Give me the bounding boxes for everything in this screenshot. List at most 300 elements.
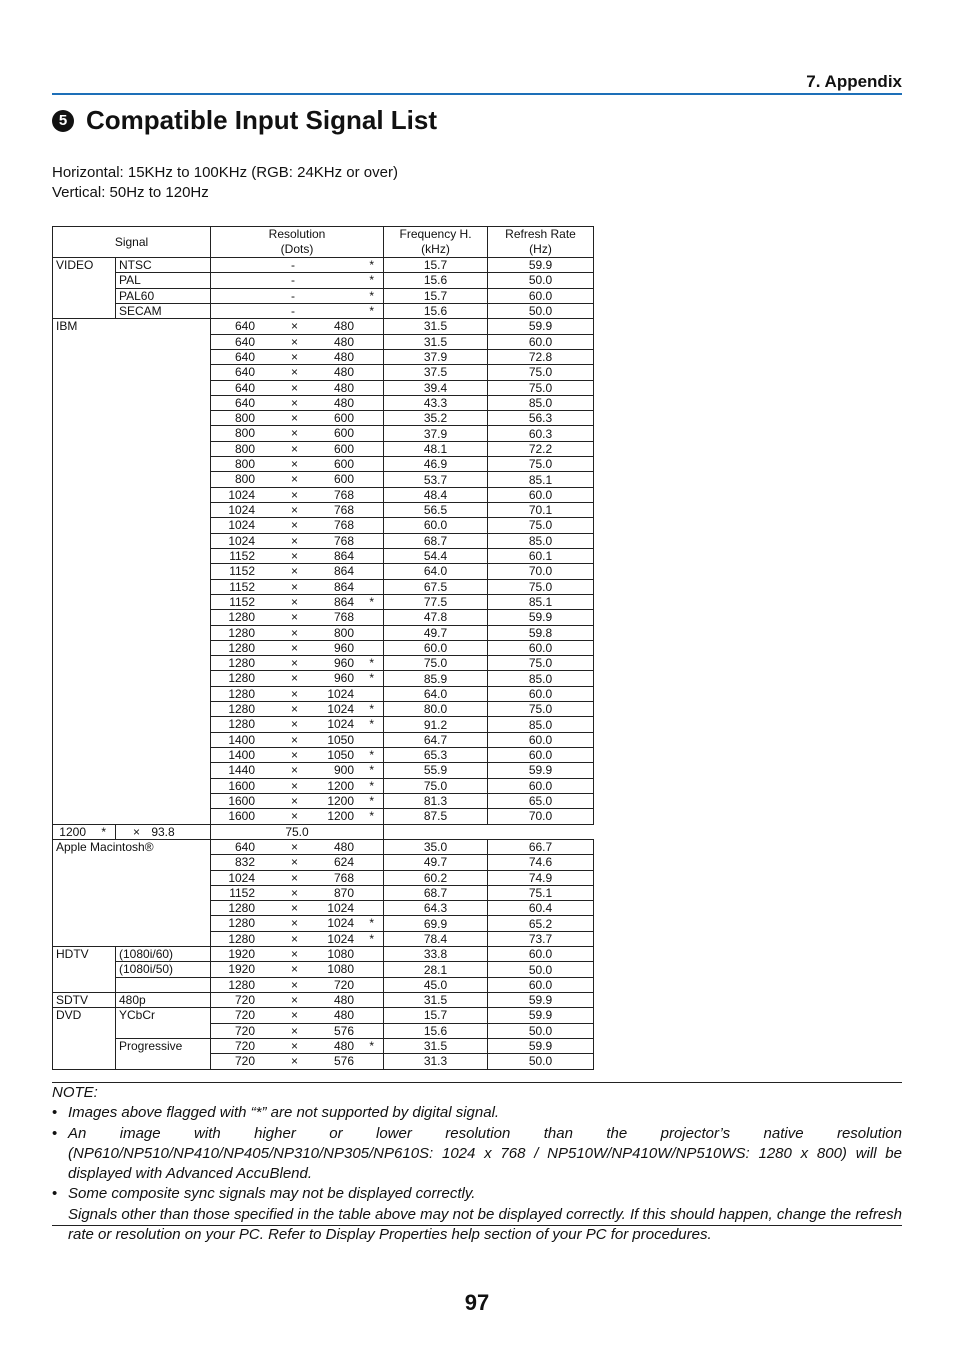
- times-icon: ×: [291, 977, 299, 992]
- refresh-rate-cell: 75.0: [488, 579, 594, 594]
- resolution-height: 1200: [327, 793, 355, 808]
- unsupported-digital-flag: *: [369, 748, 375, 762]
- refresh-rate-cell: 59.8: [488, 625, 594, 640]
- resolution-cell: [211, 349, 384, 364]
- resolution-height: 600: [333, 426, 355, 441]
- table-row: [53, 1038, 594, 1053]
- times-icon: ×: [291, 426, 299, 441]
- refresh-rate-cell: 50.0: [488, 273, 594, 288]
- times-icon: ×: [133, 824, 141, 839]
- resolution-cell: [211, 809, 384, 824]
- frequency-cell: 68.7: [384, 885, 488, 900]
- bullet-icon: •: [52, 1185, 58, 1203]
- refresh-rate-cell: 59.9: [488, 319, 594, 334]
- signal-group-cell: IBM: [53, 319, 211, 824]
- resolution-height: 480: [333, 993, 355, 1007]
- resolution-height: 1080: [327, 947, 355, 962]
- resolution-width: 1280: [228, 901, 256, 916]
- page-number: 97: [464, 1290, 490, 1315]
- refresh-rate-cell: 59.9: [488, 258, 594, 273]
- resolution-width: 720: [234, 993, 256, 1007]
- unsupported-digital-flag: *: [369, 763, 375, 778]
- frequency-cell: 48.4: [384, 487, 488, 502]
- resolution-width: 640: [234, 839, 256, 854]
- resolution-width: 1280: [228, 610, 256, 625]
- resolution-height: 480: [333, 365, 355, 380]
- table-row: [53, 977, 594, 992]
- chapter-heading: 7. Appendix: [806, 72, 902, 91]
- resolution-width: 1152: [229, 885, 256, 900]
- resolution-dash: -: [291, 288, 296, 303]
- refresh-rate-cell: 85.0: [488, 717, 594, 732]
- header-frequency: Frequency H. (kHz): [384, 227, 488, 258]
- resolution-height: 1024: [327, 702, 355, 717]
- refresh-rate-cell: 59.9: [488, 1008, 594, 1023]
- frequency-cell: 85.9: [384, 671, 488, 686]
- bullet-icon: •: [52, 1124, 58, 1142]
- resolution-cell: [211, 365, 384, 380]
- unsupported-digital-flag: *: [369, 778, 375, 793]
- unsupported-digital-flag: *: [369, 916, 375, 931]
- table-row: [53, 288, 594, 303]
- refresh-rate-cell: 60.0: [488, 732, 594, 747]
- frequency-cell: 91.2: [384, 717, 488, 732]
- signal-subtype-cell: [116, 977, 211, 992]
- times-icon: ×: [291, 901, 299, 916]
- frequency-cell: 31.5: [384, 319, 488, 334]
- times-icon: ×: [291, 855, 299, 870]
- refresh-rate-cell: 65.2: [488, 916, 594, 931]
- resolution-cell: [211, 1023, 384, 1038]
- resolution-cell: [211, 732, 384, 747]
- refresh-rate-cell: 60.0: [488, 487, 594, 502]
- refresh-rate-cell: 60.1: [488, 548, 594, 563]
- refresh-rate-cell: 60.0: [488, 947, 594, 962]
- resolution-height: 1024: [327, 901, 355, 916]
- frequency-cell: 64.0: [384, 686, 488, 701]
- times-icon: ×: [291, 365, 299, 380]
- refresh-rate-cell: 60.0: [488, 977, 594, 992]
- resolution-cell: [211, 640, 384, 655]
- frequency-cell: 65.3: [384, 748, 488, 763]
- signal-subtype-cell: 480p: [116, 993, 211, 1008]
- resolution-height: 768: [333, 487, 355, 502]
- resolution-width: 1152: [229, 564, 256, 579]
- times-icon: ×: [291, 1054, 299, 1069]
- times-icon: ×: [291, 931, 299, 946]
- resolution-cell: [211, 487, 384, 502]
- resolution-height: 768: [333, 503, 355, 517]
- table-row: [53, 258, 594, 273]
- page-title: [52, 105, 437, 136]
- times-icon: ×: [291, 533, 299, 548]
- signal-subtype-cell: (1080i/60): [116, 947, 211, 962]
- signal-group-cell: VIDEO: [53, 258, 116, 319]
- resolution-height: 480: [333, 334, 355, 349]
- times-icon: ×: [291, 441, 299, 456]
- times-icon: ×: [291, 640, 299, 655]
- refresh-rate-cell: 60.0: [488, 334, 594, 349]
- refresh-rate-cell: 60.0: [488, 640, 594, 655]
- resolution-height: 1080: [327, 962, 355, 977]
- times-icon: ×: [291, 349, 299, 364]
- times-icon: ×: [291, 993, 299, 1007]
- unsupported-digital-flag: *: [369, 809, 375, 824]
- refresh-rate-cell: 72.2: [488, 441, 594, 456]
- frequency-cell: 15.7: [384, 258, 488, 273]
- resolution-height: 624: [333, 855, 355, 870]
- note-continuation: Signals other than those specified in the table above may not be displayed correctly. If this should happen, change the refresh rate or resolution on your PC. Refer to Display Properties help section of your PC for procedures.: [68, 1205, 902, 1244]
- unsupported-digital-flag: *: [369, 717, 375, 732]
- resolution-width: 800: [234, 441, 256, 456]
- intro-text: [52, 163, 398, 203]
- resolution-height: 900: [333, 763, 355, 778]
- refresh-rate-cell: 60.0: [488, 778, 594, 793]
- times-icon: ×: [291, 839, 299, 854]
- frequency-cell: 55.9: [384, 763, 488, 778]
- refresh-rate-cell: 66.7: [488, 839, 594, 854]
- resolution-height: 870: [333, 885, 355, 900]
- resolution-height: 1200: [59, 824, 86, 839]
- frequency-cell: 78.4: [384, 931, 488, 946]
- unsupported-digital-flag: *: [369, 931, 375, 946]
- frequency-cell: 64.0: [384, 564, 488, 579]
- frequency-cell: 39.4: [384, 380, 488, 395]
- times-icon: ×: [291, 395, 299, 410]
- resolution-width: 640: [234, 365, 256, 380]
- resolution-height: 1050: [327, 748, 355, 762]
- resolution-cell: [211, 303, 384, 318]
- refresh-rate-cell: 74.6: [488, 855, 594, 870]
- resolution-cell: [211, 258, 384, 273]
- resolution-width: 1280: [228, 686, 256, 701]
- refresh-rate-cell: 60.0: [488, 288, 594, 303]
- resolution-cell: [211, 288, 384, 303]
- times-icon: ×: [291, 885, 299, 900]
- resolution-cell: [211, 334, 384, 349]
- refresh-rate-cell: 60.3: [488, 426, 594, 441]
- resolution-height: 864: [333, 564, 355, 579]
- times-icon: ×: [291, 1023, 299, 1038]
- times-icon: ×: [291, 564, 299, 579]
- refresh-rate-cell: 75.0: [488, 365, 594, 380]
- unsupported-digital-flag: *: [369, 273, 375, 288]
- resolution-cell: [211, 885, 384, 900]
- table-row: [53, 839, 594, 854]
- resolution-height: 480: [333, 1008, 355, 1023]
- resolution-width: 720: [234, 1023, 256, 1038]
- section-number-badge: 5: [52, 110, 74, 132]
- frequency-cell: 93.8: [116, 824, 211, 839]
- frequency-cell: 60.0: [384, 518, 488, 533]
- refresh-rate-cell: 60.0: [488, 686, 594, 701]
- resolution-width: 1280: [228, 916, 256, 931]
- times-icon: ×: [291, 870, 299, 885]
- frequency-cell: 31.5: [384, 993, 488, 1008]
- signal-subtype-cell: PAL: [116, 273, 211, 288]
- resolution-width: 1280: [228, 977, 256, 992]
- frequency-cell: 43.3: [384, 395, 488, 410]
- refresh-rate-cell: 70.0: [488, 809, 594, 824]
- table-row: [53, 993, 594, 1008]
- resolution-cell: [211, 426, 384, 441]
- resolution-cell: [53, 824, 141, 839]
- resolution-cell: [211, 319, 384, 334]
- signal-subtype-cell: Progressive: [116, 1038, 211, 1069]
- resolution-width: 640: [234, 349, 256, 364]
- resolution-width: 1152: [229, 594, 256, 609]
- resolution-width: 640: [234, 380, 256, 395]
- frequency-cell: 45.0: [384, 977, 488, 992]
- refresh-rate-cell: 85.0: [488, 671, 594, 686]
- resolution-dash: -: [291, 303, 296, 318]
- resolution-width: 800: [234, 472, 256, 487]
- refresh-rate-cell: 72.8: [488, 349, 594, 364]
- resolution-width: 1024: [228, 487, 256, 502]
- frequency-cell: 15.7: [384, 1008, 488, 1023]
- refresh-rate-cell: 75.0: [488, 702, 594, 717]
- frequency-cell: 80.0: [384, 702, 488, 717]
- signal-subtype-cell: SECAM: [116, 303, 211, 318]
- resolution-width: 640: [234, 319, 256, 334]
- resolution-cell: [211, 962, 384, 977]
- unsupported-digital-flag: *: [369, 288, 375, 303]
- resolution-cell: [211, 518, 384, 533]
- refresh-rate-cell: 60.4: [488, 901, 594, 916]
- resolution-height: 600: [333, 457, 355, 472]
- refresh-rate-cell: 75.0: [488, 518, 594, 533]
- resolution-width: 640: [234, 395, 256, 410]
- resolution-cell: [211, 916, 384, 931]
- signal-subtype-cell: (1080i/50): [116, 962, 211, 977]
- resolution-cell: [211, 993, 384, 1008]
- times-icon: ×: [291, 916, 299, 931]
- resolution-width: 1400: [228, 732, 256, 747]
- frequency-cell: 87.5: [384, 809, 488, 824]
- resolution-height: 960: [333, 640, 355, 655]
- resolution-width: 720: [234, 1038, 256, 1053]
- resolution-cell: [211, 1008, 384, 1023]
- resolution-cell: [211, 855, 384, 870]
- resolution-cell: [211, 870, 384, 885]
- resolution-height: 480: [333, 395, 355, 410]
- frequency-cell: 81.3: [384, 793, 488, 808]
- note-rule-bottom: [52, 1225, 902, 1226]
- resolution-width: 1024: [228, 503, 256, 517]
- resolution-cell: [211, 931, 384, 946]
- resolution-cell: [211, 441, 384, 456]
- frequency-cell: 33.8: [384, 947, 488, 962]
- frequency-cell: 47.8: [384, 610, 488, 625]
- resolution-height: 1024: [327, 931, 355, 946]
- times-icon: ×: [291, 594, 299, 609]
- resolution-cell: [211, 503, 384, 518]
- resolution-height: 1200: [327, 778, 355, 793]
- frequency-cell: 60.0: [384, 640, 488, 655]
- times-icon: ×: [291, 962, 299, 977]
- resolution-height: 480: [333, 380, 355, 395]
- resolution-cell: [211, 273, 384, 288]
- resolution-width: 1280: [228, 625, 256, 640]
- resolution-width: 1152: [229, 579, 256, 594]
- frequency-cell: 37.9: [384, 426, 488, 441]
- resolution-cell: [211, 793, 384, 808]
- resolution-width: 1152: [229, 548, 256, 563]
- resolution-height: 768: [333, 870, 355, 885]
- resolution-cell: [211, 411, 384, 426]
- resolution-cell: [211, 748, 384, 763]
- resolution-height: 1024: [327, 717, 355, 732]
- resolution-height: 800: [333, 625, 355, 640]
- refresh-rate-cell: 50.0: [488, 1023, 594, 1038]
- unsupported-digital-flag: *: [369, 702, 375, 717]
- resolution-height: 768: [333, 610, 355, 625]
- times-icon: ×: [291, 778, 299, 793]
- frequency-cell: 56.5: [384, 503, 488, 518]
- resolution-height: 1200: [327, 809, 355, 824]
- table-row: [53, 303, 594, 318]
- resolution-cell: [211, 717, 384, 732]
- table-row: [53, 319, 594, 334]
- resolution-width: 1600: [228, 809, 256, 824]
- resolution-width: 1920: [228, 962, 256, 977]
- frequency-cell: 64.7: [384, 732, 488, 747]
- frequency-cell: 69.9: [384, 916, 488, 931]
- signal-subtype-cell: PAL60: [116, 288, 211, 303]
- frequency-cell: 49.7: [384, 855, 488, 870]
- signal-group-cell: SDTV: [53, 993, 116, 1008]
- resolution-cell: [211, 579, 384, 594]
- refresh-rate-cell: 50.0: [488, 303, 594, 318]
- times-icon: ×: [291, 319, 299, 334]
- times-icon: ×: [291, 487, 299, 502]
- resolution-height: 600: [333, 441, 355, 456]
- frequency-cell: 15.7: [384, 288, 488, 303]
- resolution-width: 1280: [228, 717, 256, 732]
- resolution-width: 1280: [228, 671, 256, 686]
- resolution-width: 800: [234, 411, 256, 426]
- refresh-rate-cell: 73.7: [488, 931, 594, 946]
- page-title-text: Compatible Input Signal List: [86, 105, 437, 135]
- resolution-cell: [211, 533, 384, 548]
- frequency-cell: 54.4: [384, 548, 488, 563]
- resolution-width: 1280: [228, 931, 256, 946]
- resolution-height: 576: [333, 1054, 355, 1069]
- times-icon: ×: [291, 732, 299, 747]
- unsupported-digital-flag: *: [369, 656, 375, 671]
- unsupported-digital-flag: *: [369, 671, 375, 686]
- resolution-width: 1024: [228, 533, 256, 548]
- frequency-cell: 31.5: [384, 1038, 488, 1053]
- resolution-dash: -: [291, 258, 296, 272]
- signal-table-body: [53, 258, 594, 1070]
- times-icon: ×: [291, 763, 299, 778]
- table-row: [53, 273, 594, 288]
- unsupported-digital-flag: *: [369, 594, 375, 609]
- resolution-cell: [211, 947, 384, 962]
- resolution-cell: [211, 763, 384, 778]
- unsupported-digital-flag: *: [369, 258, 375, 272]
- unsupported-digital-flag: *: [369, 1038, 375, 1053]
- resolution-width: 1280: [228, 656, 256, 671]
- note-item: • Some composite sync signals may not be displayed correctly.: [52, 1184, 902, 1204]
- times-icon: ×: [291, 548, 299, 563]
- resolution-cell: [211, 625, 384, 640]
- header-signal: Signal: [53, 227, 211, 258]
- resolution-width: 1024: [228, 518, 256, 533]
- refresh-rate-cell: 70.0: [488, 564, 594, 579]
- resolution-cell: [211, 656, 384, 671]
- note-item: • An image with higher or lower resolution than the projector’s native resolution (NP610/NP510/NP410/NP405/NP310/NP305/NP610S: 1024 x 768 / NP510W/NP410W/NP510WS: 1280 x 800) will be displayed with Advanced AccuBlend.: [52, 1124, 902, 1183]
- refresh-rate-cell: 50.0: [488, 962, 594, 977]
- resolution-height: 720: [333, 977, 355, 992]
- table-header-row: [53, 227, 594, 258]
- refresh-rate-cell: 85.1: [488, 594, 594, 609]
- frequency-cell: 64.3: [384, 901, 488, 916]
- frequency-cell: 28.1: [384, 962, 488, 977]
- vertical-range: Vertical: 50Hz to 120Hz: [52, 184, 209, 201]
- resolution-height: 1024: [327, 686, 355, 701]
- resolution-cell: [211, 1054, 384, 1069]
- frequency-cell: 37.9: [384, 349, 488, 364]
- resolution-height: 480: [333, 319, 355, 334]
- refresh-rate-cell: 75.0: [488, 457, 594, 472]
- resolution-height: 1024: [327, 916, 355, 931]
- resolution-cell: [211, 610, 384, 625]
- table-row: [53, 962, 594, 977]
- resolution-cell: [211, 395, 384, 410]
- signal-group-cell: Apple Macintosh®: [53, 839, 211, 946]
- resolution-width: 640: [234, 334, 256, 349]
- times-icon: ×: [291, 472, 299, 487]
- unsupported-digital-flag: *: [369, 303, 375, 318]
- resolution-cell: [211, 594, 384, 609]
- times-icon: ×: [291, 380, 299, 395]
- frequency-cell: 37.5: [384, 365, 488, 380]
- resolution-width: 720: [234, 1008, 256, 1023]
- frequency-cell: 49.7: [384, 625, 488, 640]
- times-icon: ×: [291, 625, 299, 640]
- resolution-height: 576: [333, 1023, 355, 1038]
- frequency-cell: 48.1: [384, 441, 488, 456]
- signal-table: [52, 226, 594, 1070]
- resolution-height: 864: [333, 548, 355, 563]
- resolution-cell: [211, 472, 384, 487]
- frequency-cell: 31.3: [384, 1054, 488, 1069]
- resolution-width: 1600: [228, 778, 256, 793]
- times-icon: ×: [291, 656, 299, 671]
- frequency-cell: 68.7: [384, 533, 488, 548]
- resolution-height: 960: [333, 671, 355, 686]
- signal-subtype-cell: NTSC: [116, 258, 211, 273]
- frequency-cell: 67.5: [384, 579, 488, 594]
- frequency-cell: 46.9: [384, 457, 488, 472]
- frequency-cell: 15.6: [384, 303, 488, 318]
- header-resolution: Resolution (Dots): [211, 227, 384, 258]
- times-icon: ×: [291, 717, 299, 732]
- note-section: [52, 1083, 902, 1245]
- table-row: [53, 824, 594, 839]
- refresh-rate-cell: 70.1: [488, 503, 594, 518]
- refresh-rate-cell: 59.9: [488, 610, 594, 625]
- resolution-width: 1280: [228, 702, 256, 717]
- resolution-cell: [211, 839, 384, 854]
- resolution-cell: [211, 671, 384, 686]
- refresh-rate-cell: 85.0: [488, 395, 594, 410]
- frequency-cell: 15.6: [384, 1023, 488, 1038]
- times-icon: ×: [291, 748, 299, 762]
- chapter-rule: [52, 93, 902, 95]
